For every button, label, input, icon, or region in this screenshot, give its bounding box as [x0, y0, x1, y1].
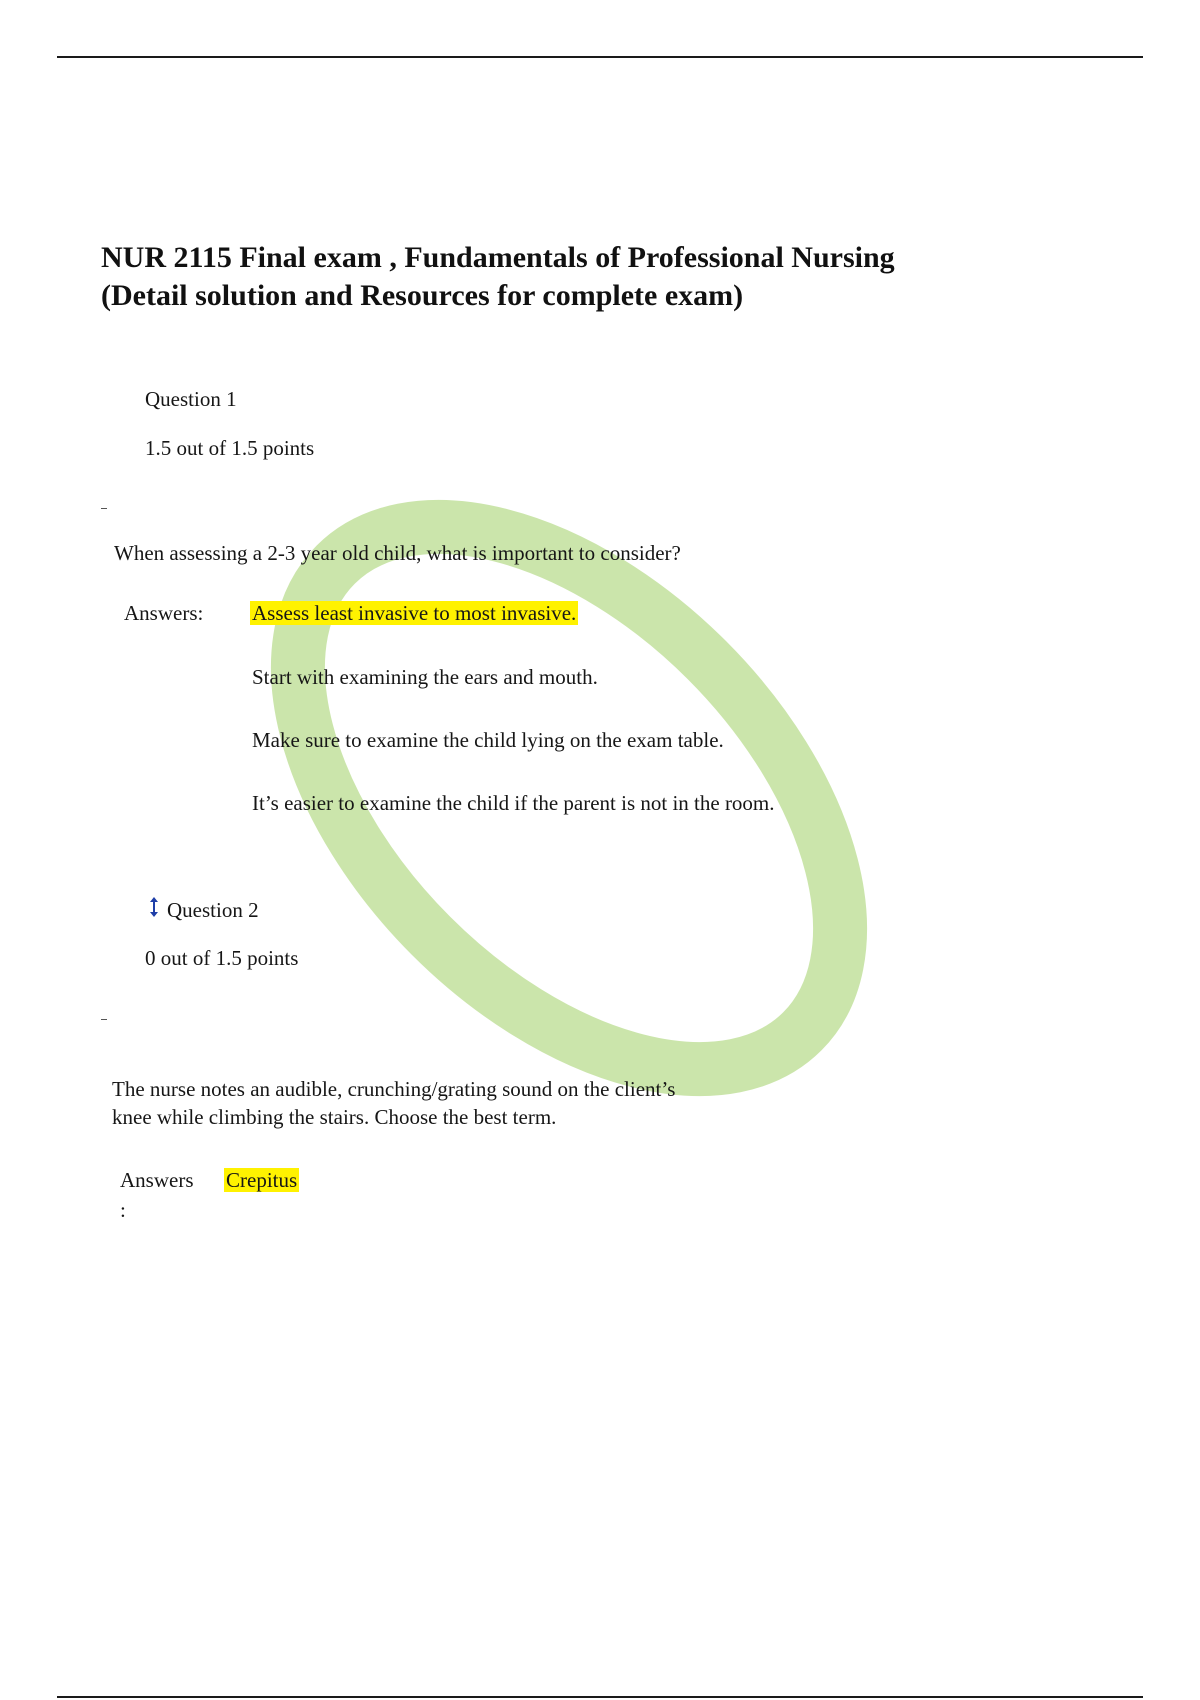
title-line-2: (Detail solution and Resources for complete exam) — [101, 279, 744, 312]
answer-highlight: Crepitus — [226, 1168, 298, 1192]
answer-highlight: Assess least invasive to most invasive. — [252, 601, 577, 625]
question-1-label: Question 1 — [145, 387, 237, 411]
question-2-prompt-line-2: knee while climbing the stairs. Choose the best term. — [112, 1105, 557, 1129]
question-1-prompt: When assessing a 2-3 year old child, what is important to consider? — [114, 541, 681, 565]
question-2-answers-label-colon: : — [120, 1198, 126, 1222]
question-2-score: 0 out of 1.5 points — [145, 946, 299, 970]
question-1-marker — [101, 508, 107, 509]
question-1-answers-label: Answers: — [124, 601, 204, 625]
question-1-answer-2: Start with examining the ears and mouth. — [252, 665, 598, 689]
up-down-arrow-icon — [149, 896, 159, 918]
question-2-marker — [101, 1019, 107, 1020]
title-line-1: NUR 2115 Final exam , Fundamentals of Professional Nursing — [101, 241, 895, 274]
question-2-label: Question 2 — [167, 898, 259, 922]
question-2-answers-label: Answers — [120, 1168, 194, 1192]
question-2-prompt-line-1: The nurse notes an audible, crunching/grating sound on the client’s — [112, 1077, 676, 1101]
question-1-answer-3: Make sure to examine the child lying on the exam table. — [252, 728, 724, 752]
question-1-answer-1-correct — [250, 600, 578, 626]
question-1-answer-4: It’s easier to examine the child if the parent is not in the room. — [252, 791, 775, 815]
question-1-score: 1.5 out of 1.5 points — [145, 436, 315, 460]
question-2-answer-1-correct — [224, 1167, 299, 1193]
bottom-rule — [57, 1696, 1143, 1698]
document-title — [101, 239, 895, 315]
top-rule — [57, 56, 1143, 58]
